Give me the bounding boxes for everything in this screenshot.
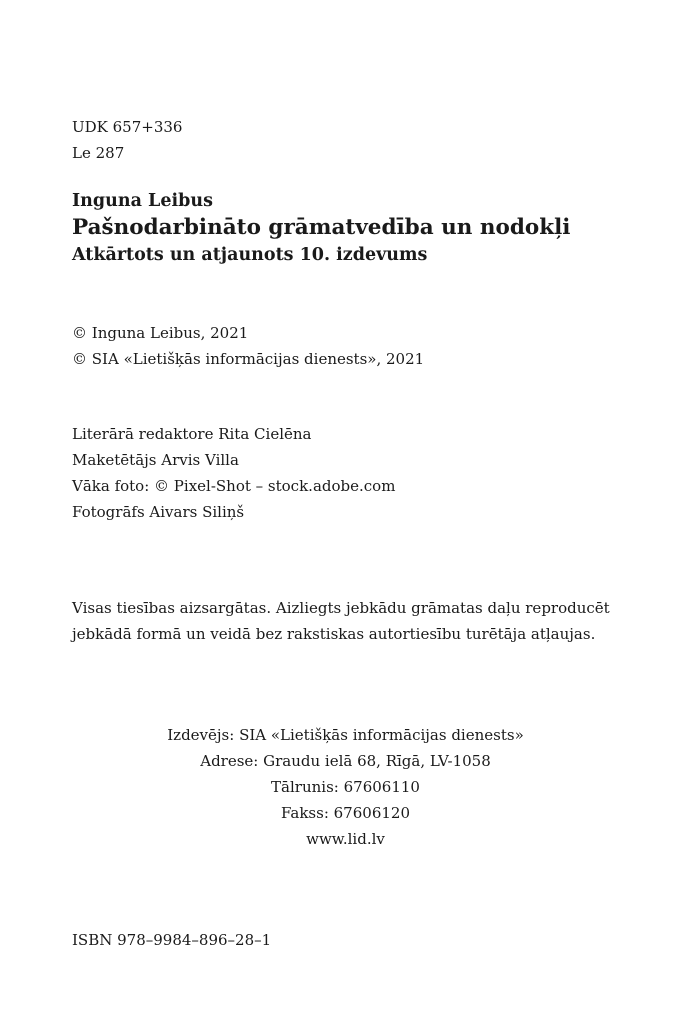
book-edition: Atkārtots un atjaunots 10. izdevums	[72, 245, 428, 265]
credit-layout: Maketētājs Arvis Villa	[72, 451, 239, 469]
author-code: Le 287	[72, 144, 125, 162]
publisher-phone: Tālrunis: 67606110	[271, 778, 420, 796]
publisher-address: Adrese: Graudu ielā 68, Rīgā, LV-1058	[200, 752, 491, 770]
copyright-block	[72, 320, 424, 372]
book-heading	[72, 188, 570, 268]
publisher-name: Izdevējs: SIA «Lietišķās informācijas dienests»	[167, 726, 524, 744]
rights-line: jebkādā formā un veidā bez rakstiskas autortiesību turētāja atļaujas.	[72, 625, 596, 643]
credit-cover-photo: Vāka foto: © Pixel-Shot – stock.adobe.com	[72, 477, 396, 495]
book-author: Inguna Leibus	[72, 191, 213, 211]
publisher-fax: Fakss: 67606120	[281, 804, 410, 822]
classification-block	[72, 114, 182, 166]
copyright-publisher: © SIA «Lietišķās informācijas dienests», 2021	[72, 350, 425, 368]
udk-code: UDK 657+336	[72, 118, 183, 136]
book-title: Pašnodarbināto grāmatvedība un nodokļi	[72, 215, 571, 240]
publisher-website: www.lid.lv	[306, 830, 385, 848]
rights-line: Visas tiesības aizsargātas. Aizliegts jebkādu grāmatas daļu reproducēt	[72, 599, 610, 617]
credit-photographer: Fotogrāfs Aivars Siliņš	[72, 503, 245, 521]
copyright-author: © Inguna Leibus, 2021	[72, 324, 249, 342]
isbn-number: ISBN 978–9984–896–28–1	[72, 931, 272, 949]
credits-block	[72, 421, 395, 525]
isbn	[72, 927, 271, 953]
credit-editor: Literārā redaktore Rita Cielēna	[72, 425, 312, 443]
publisher-block	[0, 722, 691, 852]
rights-notice	[72, 595, 610, 647]
